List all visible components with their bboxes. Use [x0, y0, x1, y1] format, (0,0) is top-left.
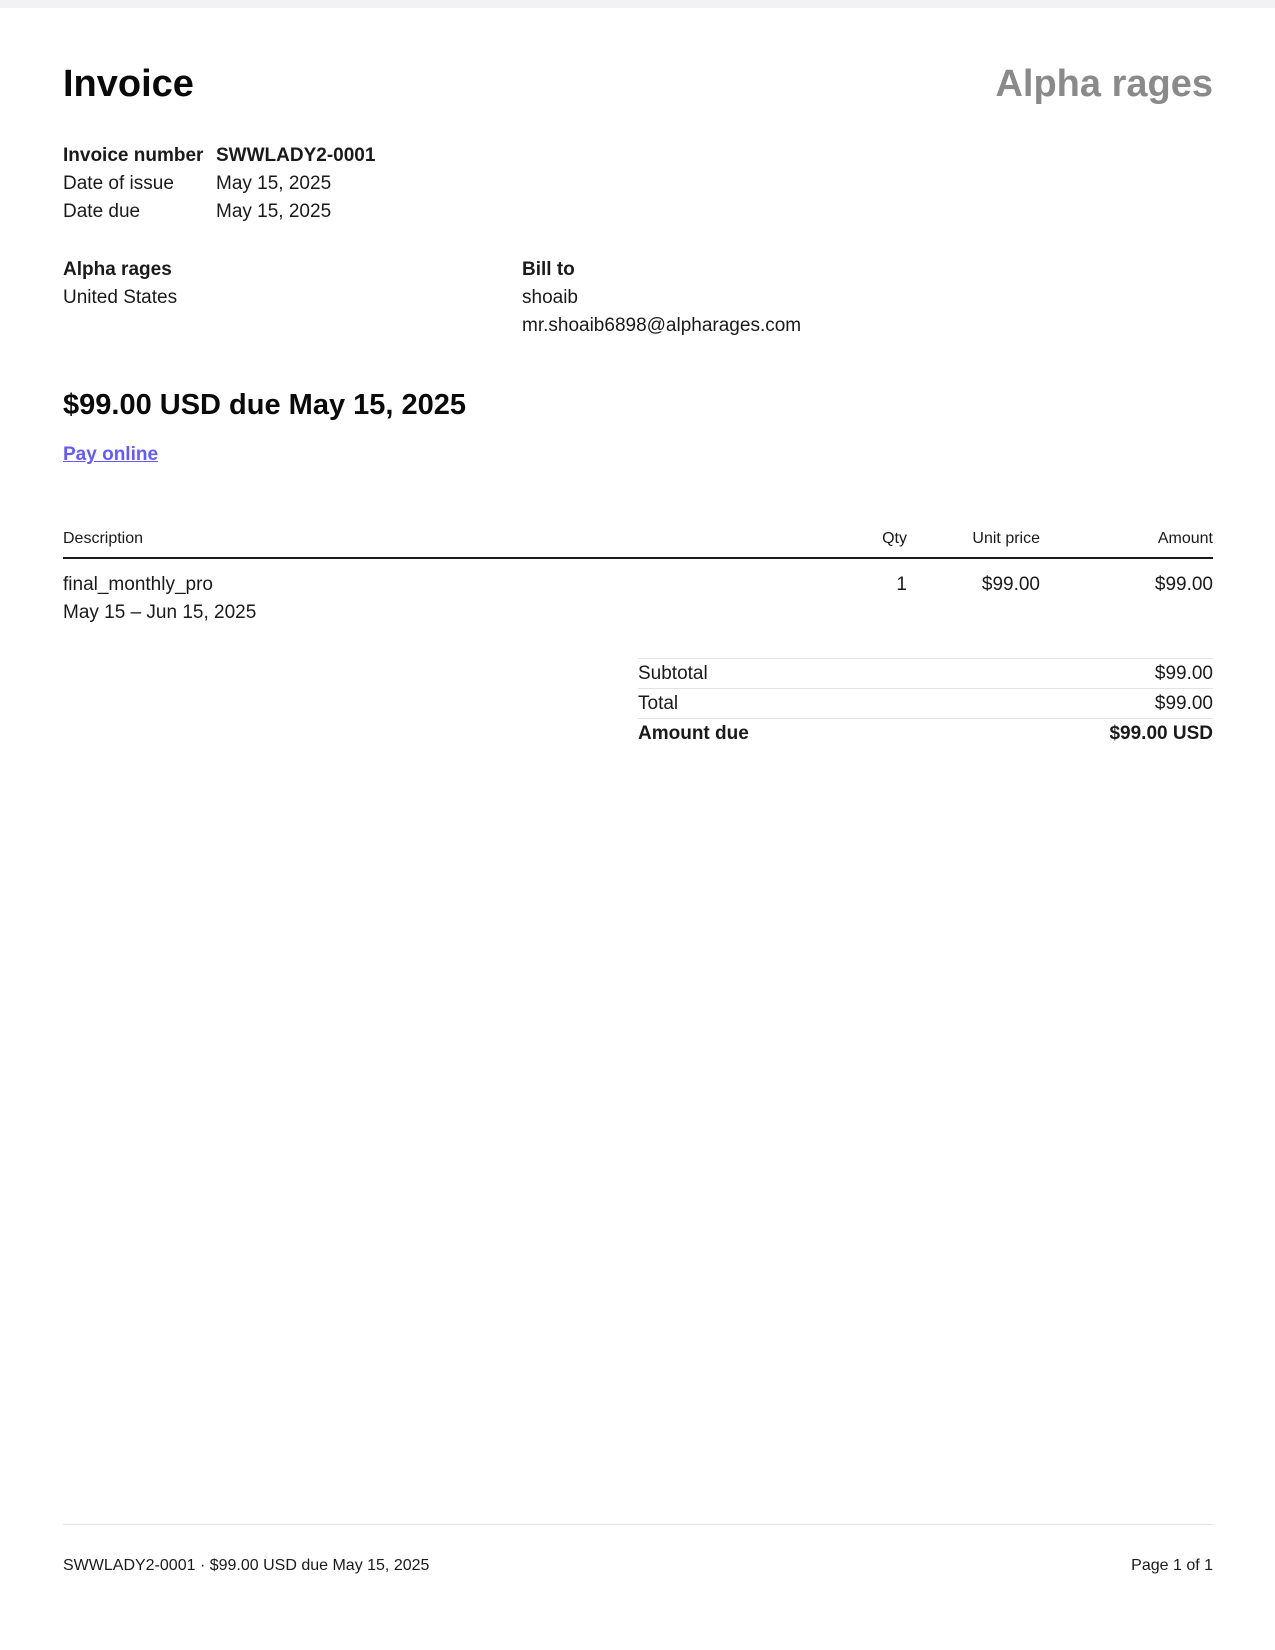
table-header: [63, 527, 1213, 559]
footer-summary: SWWLADY2-0001 · $99.00 USD due May 15, 2025: [63, 1557, 430, 1574]
invoice-meta: [63, 142, 375, 226]
date-of-issue-label: Date of issue: [63, 173, 174, 194]
bill-to-email: mr.shoaib6898@alpharages.com: [522, 315, 802, 336]
brand-name: Alpha rages: [995, 63, 1213, 105]
total-row: [638, 688, 1213, 718]
item-period: May 15 – Jun 15, 2025: [63, 602, 257, 623]
date-of-issue-value: May 15, 2025: [216, 173, 332, 194]
item-description: final_monthly_pro: [63, 574, 213, 595]
amount-due-row: [638, 718, 1213, 748]
date-due-label: Date due: [63, 201, 141, 222]
invoice-page: [63, 0, 1213, 1650]
page-title: Invoice: [63, 63, 194, 105]
meta-row-date-due: [63, 198, 375, 226]
pay-online-link[interactable]: Pay online: [63, 444, 159, 465]
bill-to-address: [522, 256, 1022, 340]
page-number: Page 1 of 1: [1131, 1557, 1213, 1574]
table-row: [63, 559, 1213, 641]
subtotal-value: $99.00: [1154, 663, 1213, 684]
item-unit-price: $99.00: [981, 574, 1040, 595]
page-footer: [63, 1555, 1213, 1577]
from-name: Alpha rages: [63, 259, 172, 280]
subtotal-row: [638, 658, 1213, 688]
item-amount: $99.00: [1154, 574, 1213, 595]
from-address: [63, 256, 483, 312]
column-header-unit-price: Unit price: [972, 530, 1040, 547]
amount-due-value: $99.00 USD: [1109, 723, 1213, 744]
date-due-value: May 15, 2025: [216, 201, 332, 222]
total-label: Total: [638, 693, 679, 714]
amount-due-heading: $99.00 USD due May 15, 2025: [63, 389, 467, 421]
column-header-amount: Amount: [1157, 530, 1213, 547]
footer-divider: [63, 1524, 1213, 1525]
subtotal-label: Subtotal: [638, 663, 708, 684]
bill-to-name: shoaib: [522, 287, 578, 308]
invoice-number-label: Invoice number: [63, 145, 204, 166]
invoice-header: [63, 60, 1213, 108]
item-description-cell: [63, 571, 256, 627]
invoice-number-value: SWWLADY2-0001: [216, 145, 376, 166]
column-header-qty: Qty: [882, 530, 907, 547]
totals-section: [638, 658, 1213, 748]
item-qty: 1: [896, 574, 907, 595]
bill-to-label: Bill to: [522, 259, 575, 280]
from-country: United States: [63, 287, 178, 308]
column-header-description: Description: [63, 530, 144, 547]
total-value: $99.00: [1154, 693, 1213, 714]
meta-row-invoice-number: [63, 142, 375, 170]
meta-row-date-of-issue: [63, 170, 375, 198]
line-items-table: [63, 527, 1213, 641]
amount-due-label: Amount due: [638, 723, 749, 744]
